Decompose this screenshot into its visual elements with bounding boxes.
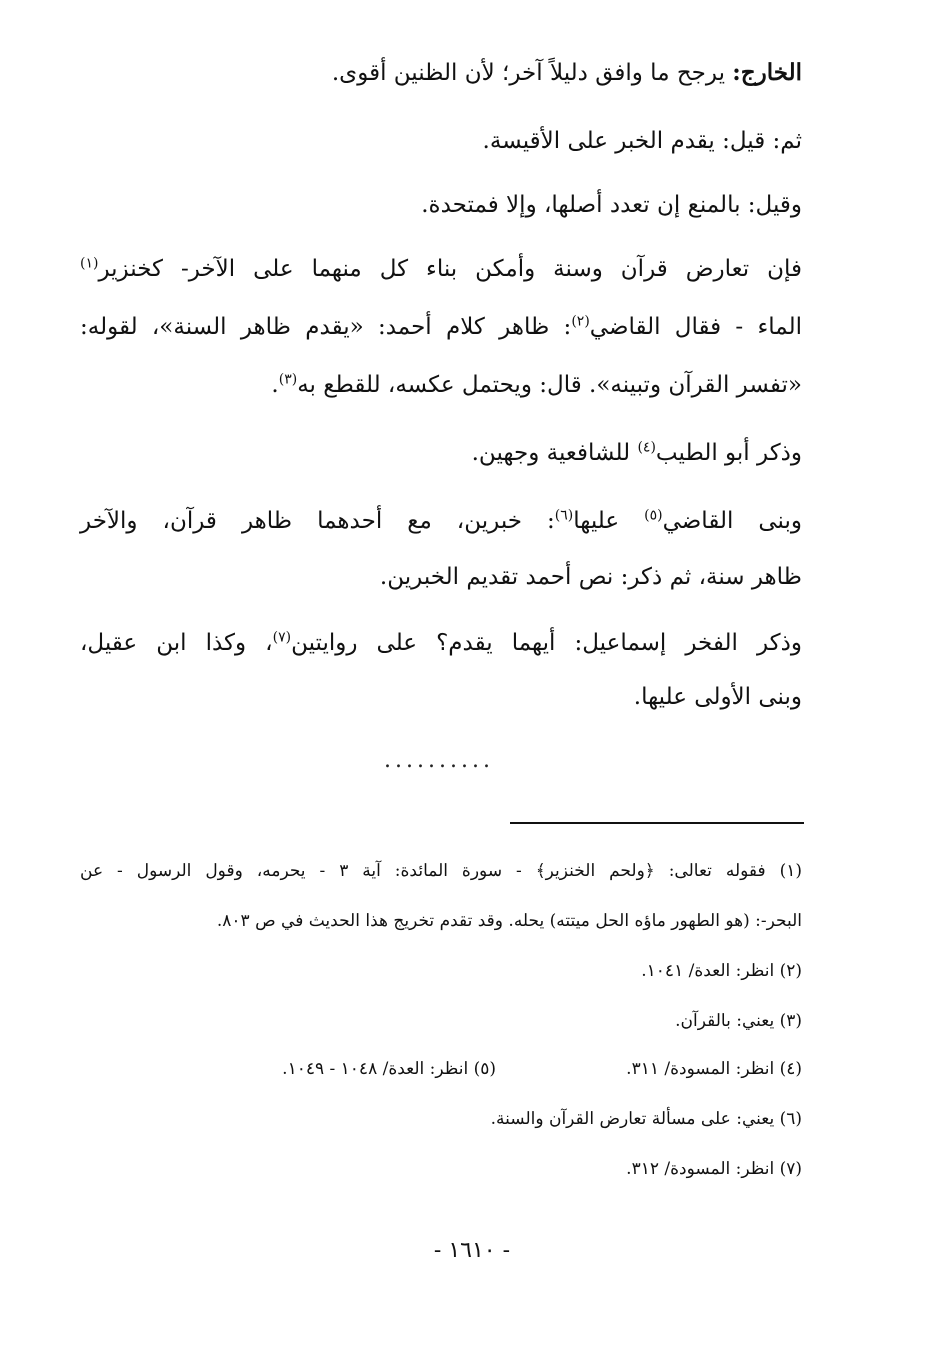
footnote-rule bbox=[510, 822, 804, 824]
text-span: للشافعية وجهين. bbox=[471, 440, 638, 466]
footnote-2: (٢) انظر: العدة/ ١٠٤١. bbox=[641, 961, 802, 981]
text-span: . bbox=[271, 372, 279, 398]
section-separator-dots: .......... bbox=[384, 748, 494, 773]
footnote-ref-2: (٢) bbox=[571, 313, 590, 330]
footnote-7: (٧) انظر: المسودة/ ٣١٢. bbox=[626, 1159, 802, 1179]
footnote-ref-7: (٧) bbox=[272, 629, 292, 646]
text-line-8 bbox=[80, 504, 802, 538]
text-line-10 bbox=[80, 626, 802, 660]
text-line-11: وبنى الأولى عليها. bbox=[633, 684, 802, 710]
text-span: : ظاهر كلام أحمد: «يقدم ظاهر السنة»، لقوله: bbox=[80, 314, 572, 340]
text-span: عليها bbox=[573, 508, 645, 534]
text-line-6 bbox=[271, 368, 802, 402]
text-span: وذكر أبو الطيب bbox=[655, 440, 802, 466]
footnote-6: (٦) يعني: على مسألة تعارض القرآن والسنة. bbox=[490, 1109, 802, 1129]
text-span: ، وكذا ابن عقيل، bbox=[80, 630, 273, 656]
footnote-4: (٤) انظر: المسودة/ ٣١١. bbox=[626, 1059, 802, 1079]
footnote-ref-3: (٣) bbox=[278, 371, 298, 388]
footnote-5: (٥) انظر: العدة/ ١٠٤٨ - ١٠٤٩. bbox=[282, 1059, 496, 1079]
footnote-1-line-1: (١) فقوله تعالى: ﴿ولحم الخنزير﴾ - سورة المائدة: آية ٣ - يحرمه، وقول الرسول - عن bbox=[80, 861, 803, 881]
footnote-ref-6: (٦) bbox=[554, 507, 574, 524]
text-span: «تفسر القرآن وتبينه». قال: ويحتمل عكسه، للقطع به bbox=[297, 372, 802, 398]
text-span: وذكر الفخر إسماعيل: أيهما يقدم؟ على روايتين bbox=[291, 630, 802, 656]
text-span: : خبرين، مع أحدهما ظاهر قرآن، والآخر bbox=[80, 508, 555, 534]
text-line-4 bbox=[80, 252, 802, 286]
text-line-2: ثم: قيل: يقدم الخبر على الأقيسة. bbox=[482, 128, 802, 154]
footnote-3: (٣) يعني: بالقرآن. bbox=[675, 1011, 802, 1031]
footnote-ref-5: (٥) bbox=[644, 507, 663, 524]
text-line-9: ظاهر سنة، ثم ذكر: نص أحمد تقديم الخبرين. bbox=[379, 564, 802, 590]
footnote-ref-4: (٤) bbox=[637, 439, 656, 456]
text-line-3: وقيل: بالمنع إن تعدد أصلها، وإلا فمتحدة. bbox=[421, 192, 802, 218]
text-span: فإن تعارض قرآن وسنة وأمكن بناء كل منهما على الآخر- كخنزير bbox=[98, 256, 802, 282]
text-span: يرجح ما وافق دليلاً آخر؛ لأن الظنين أقوى. bbox=[331, 60, 733, 86]
term-heading: الخارج: bbox=[732, 59, 802, 86]
text-line-5 bbox=[80, 310, 802, 344]
footnote-ref-1: (١) bbox=[80, 255, 99, 272]
text-line-1 bbox=[332, 56, 802, 90]
footnote-1-line-2: البحر-: (هو الطهور ماؤه الحل ميتته) يحله. وقد تقدم تخريج هذا الحديث في ص ٨٠٣. bbox=[216, 911, 802, 931]
text-span: الماء - فقال القاضي bbox=[589, 314, 802, 340]
page-number: - ١٦١٠ - bbox=[433, 1238, 511, 1263]
text-line-7 bbox=[472, 436, 802, 470]
text-span: وبنى القاضي bbox=[662, 508, 802, 534]
